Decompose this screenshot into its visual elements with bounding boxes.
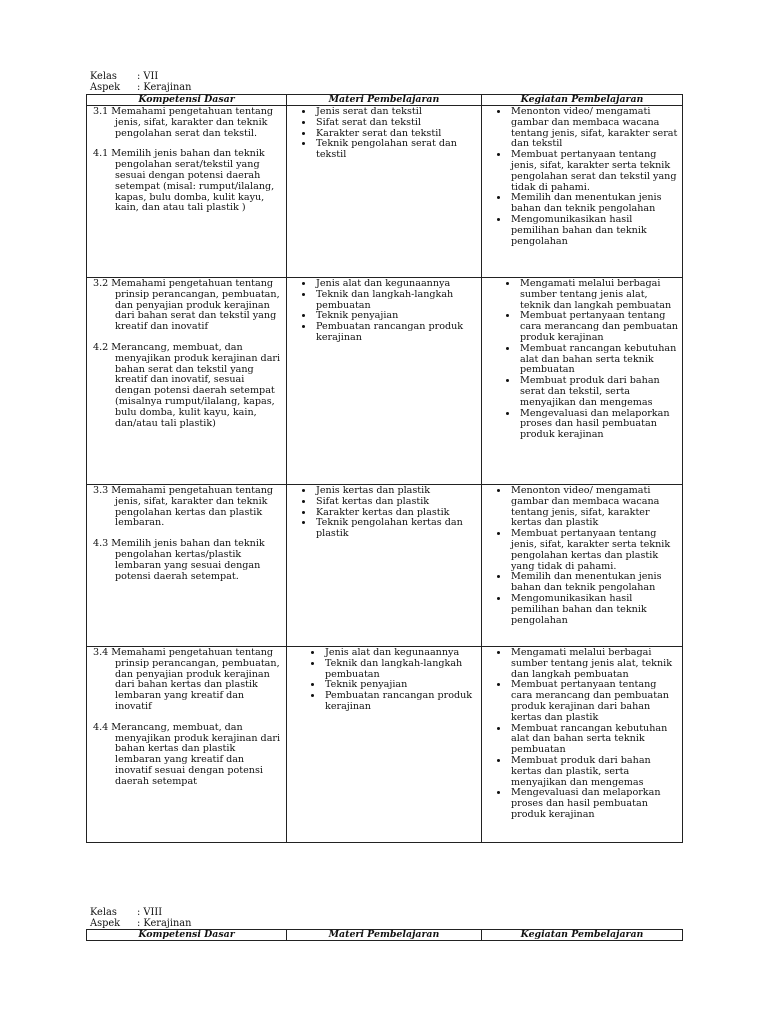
list-item: • Teknik pengolahan kertas dan plastik (314, 518, 478, 540)
kegiatan-cell (482, 485, 683, 647)
curriculum-table-vii (86, 94, 683, 843)
list-item: • Teknik penyajian (323, 680, 478, 691)
column-header: Kompetensi Dasar (87, 95, 287, 106)
list-item: • Pembuatan rancangan produk kerajinan (323, 691, 478, 713)
kd-text: 4.4 Merancang, membuat, dan menyajikan produk kerajinan dari bahan kertas dan plastik lembaran yang kreatif dan inovatif sesuai dengan potensi daerah setempat (93, 721, 281, 787)
kelas-value: : VIII (137, 907, 163, 918)
list-item: • Mengamati melalui berbagai sumber tentang jenis alat, teknik dan langkah pembuatan (518, 279, 679, 311)
list-item: • Menonton video/ mengamati gambar dan membaca wacana tentang jenis, sifat, karakter kertas dan plastik (509, 486, 679, 529)
materi-cell (287, 647, 482, 843)
kd-text: 3.1 Memahami pengetahuan tentang jenis, sifat, karakter dan teknik pengolahan serat dan tekstil. (93, 106, 274, 139)
aspek-value: : Kerajinan (137, 81, 192, 93)
list-item: • Jenis serat dan tekstil (314, 107, 478, 118)
kegiatan-cell (482, 647, 683, 843)
column-header: Materi Pembelajaran (287, 930, 482, 941)
class-info-vii (90, 72, 191, 93)
list-item: • Memilih dan menentukan jenis bahan dan teknik pengolahan (509, 572, 679, 594)
list-item: • Mengevaluasi dan melaporkan proses dan hasil pembuatan produk kerajinan (518, 409, 679, 441)
table-row (87, 485, 683, 647)
kd-text: 4.2 Merancang, membuat, dan menyajikan produk kerajinan dari bahan serat dan tekstil yang kreatif dan inovatif, sesuai dengan potensi daerah setempat (misalnya rumput/ilalang, kapas, bulu domba, kulit kayu, kain, dan/atau tali plastik) (93, 341, 281, 429)
kd-text: 3.4 Memahami pengetahuan tentang prinsip perancangan, pembuatan, dan penyajian produk kerajinan dari bahan kertas dan plastik lembaran yang kreatif dan inovatif (93, 647, 280, 712)
list-item: • Teknik dan langkah-langkah pembuatan (314, 290, 478, 312)
list-item: • Membuat pertanyaan tentang cara merancang dan pembuatan produk kerajinan dari bahan kertas dan plastik (509, 680, 679, 723)
kegiatan-cell (482, 278, 683, 485)
list-item: • Membuat rancangan kebutuhan alat dan bahan serta teknik pembuatan (509, 724, 679, 756)
list-item: • Mengomunikasikan hasil pemilihan bahan dan teknik pengolahan (509, 594, 679, 626)
aspek-label: Aspek (90, 81, 121, 93)
kelas-value: : VII (137, 71, 159, 82)
kompetensi-cell (87, 485, 287, 647)
list-item: • Jenis alat dan kegunaannya (314, 279, 478, 290)
list-item: • Karakter serat dan tekstil (314, 129, 478, 140)
list-item: • Sifat serat dan tekstil (314, 118, 478, 129)
list-item: • Membuat produk dari bahan serat dan tekstil, serta menyajikan dan mengemas (518, 376, 679, 408)
table-header-row (87, 930, 683, 941)
kd-text: 3.2 Memahami pengetahuan tentang prinsip perancangan, pembuatan, dan penyajian produk kerajinan dari bahan serat dan tekstil yang kreatif dan inovatif (93, 278, 280, 333)
column-header: Kegiatan Pembelajaran (482, 95, 683, 106)
list-item: • Jenis kertas dan plastik (314, 486, 478, 497)
table-row (87, 278, 683, 485)
kegiatan-cell (482, 106, 683, 278)
kompetensi-cell (87, 278, 287, 485)
list-item: • Mengamati melalui berbagai sumber tentang jenis alat, teknik dan langkah pembuatan (509, 648, 679, 680)
table-header-row (87, 95, 683, 106)
list-item: • Pembuatan rancangan produk kerajinan (314, 322, 478, 344)
list-item: • Membuat rancangan kebutuhan alat dan bahan serta teknik pembuatan (518, 344, 679, 376)
table-row (87, 647, 683, 843)
list-item: • Membuat produk dari bahan kertas dan plastik, serta menyajikan dan mengemas (509, 756, 679, 788)
kd-text: 4.3 Memilih jenis bahan dan teknik pengolahan kertas/plastik lembaran yang sesuai dengan potensi daerah setempat. (93, 538, 265, 582)
materi-cell (287, 278, 482, 485)
kelas-label: Kelas (90, 907, 117, 918)
curriculum-table-viii (86, 929, 683, 941)
list-item: • Jenis alat dan kegunaannya (323, 648, 478, 659)
column-header: Kegiatan Pembelajaran (482, 930, 683, 941)
kelas-label: Kelas (90, 71, 117, 82)
table-row (87, 106, 683, 278)
list-item: • Sifat kertas dan plastik (314, 497, 478, 508)
aspek-value: : Kerajinan (137, 917, 192, 929)
list-item: • Teknik pengolahan serat dan tekstil (314, 139, 478, 161)
kd-text: 3.3 Memahami pengetahuan tentang jenis, sifat, karakter dan teknik pengolahan kertas dan plastik lembaran. (93, 485, 274, 529)
list-item: • Membuat pertanyaan tentang cara merancang dan pembuatan produk kerajinan (518, 311, 679, 343)
materi-cell (287, 485, 482, 647)
kompetensi-cell (87, 647, 287, 843)
column-header: Kompetensi Dasar (87, 930, 287, 941)
column-header: Materi Pembelajaran (287, 95, 482, 106)
list-item: • Membuat pertanyaan tentang jenis, sifat, karakter serta teknik pengolahan kertas dan plastik yang tidak di pahami. (509, 529, 679, 572)
kompetensi-cell (87, 106, 287, 278)
list-item: • Menonton video/ mengamati gambar dan membaca wacana tentang jenis, sifat, karakter serat dan tekstil (509, 107, 679, 150)
aspek-label: Aspek (90, 917, 121, 929)
list-item: • Membuat pertanyaan tentang jenis, sifat, karakter serta teknik pengolahan serat dan tekstil yang tidak di pahami. (509, 150, 679, 193)
list-item: • Teknik dan langkah-langkah pembuatan (323, 659, 478, 681)
list-item: • Karakter kertas dan plastik (314, 508, 478, 519)
list-item: • Mengevaluasi dan melaporkan proses dan hasil pembuatan produk kerajinan (509, 788, 679, 820)
list-item: • Mengomunikasikan hasil pemilihan bahan dan teknik pengolahan (509, 215, 679, 247)
materi-cell (287, 106, 482, 278)
list-item: • Memilih dan menentukan jenis bahan dan teknik pengolahan (509, 193, 679, 215)
class-info-viii (90, 908, 191, 929)
list-item: • Teknik penyajian (314, 311, 478, 322)
kd-text: 4.1 Memilih jenis bahan dan teknik pengolahan serat/tekstil yang sesuai dengan potensi daerah setempat (misal: rumput/ilalang, kapas, bulu domba, kulit kayu, kain, dan atau tali plastik ) (93, 148, 275, 214)
